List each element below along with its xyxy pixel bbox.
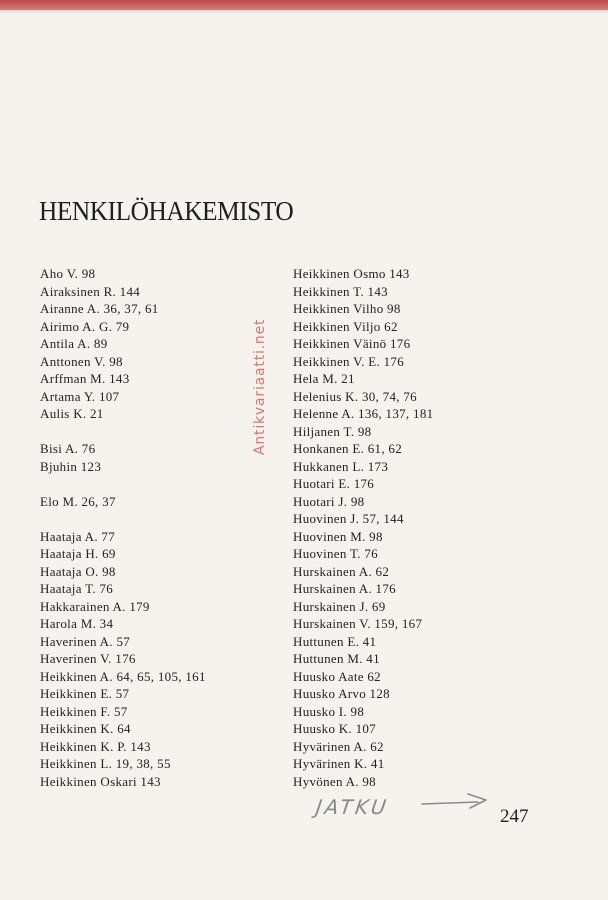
index-entry: Aho V. 98 bbox=[40, 266, 96, 281]
index-entry: Hukkanen L. 173 bbox=[293, 458, 389, 474]
index-entry: Heikkinen T. 143 bbox=[293, 283, 388, 299]
index-entry: Heikkinen L. 19, 38, 55 bbox=[40, 756, 171, 771]
index-entry: Huttunen E. 41 bbox=[293, 633, 377, 649]
index-column-right bbox=[293, 265, 493, 790]
index-entry: Hiljanen T. 98 bbox=[293, 423, 372, 439]
index-entry: Heikkinen V. E. 176 bbox=[293, 353, 405, 369]
index-entry: Airaksinen R. 144 bbox=[40, 283, 141, 299]
index-entry: Huttunen M. 41 bbox=[293, 651, 380, 666]
index-entry: Elo M. 26, 37 bbox=[40, 493, 116, 509]
top-color-band bbox=[0, 0, 608, 10]
index-entry: Heikkinen A. 64, 65, 105, 161 bbox=[40, 668, 206, 684]
index-entry: Hela M. 21 bbox=[293, 371, 355, 386]
index-entry: Haataja A. 77 bbox=[40, 528, 116, 544]
index-entry: Haverinen A. 57 bbox=[40, 633, 131, 649]
index-entry: Artama Y. 107 bbox=[40, 388, 120, 404]
index-entry: Hyvärinen K. 41 bbox=[293, 756, 385, 771]
index-gap bbox=[40, 475, 270, 493]
page-title: HENKILÖHAKEMISTO bbox=[39, 196, 294, 226]
index-entry: Haataja T. 76 bbox=[40, 581, 114, 596]
index-entry: Hurskainen A. 62 bbox=[293, 563, 390, 579]
index-entry: Huovinen T. 76 bbox=[293, 546, 378, 561]
index-entry: Harola M. 34 bbox=[40, 616, 114, 631]
index-gap bbox=[40, 423, 270, 441]
index-entry: Haataja O. 98 bbox=[40, 563, 116, 579]
index-entry: Heikkinen E. 57 bbox=[40, 686, 130, 701]
index-entry: Huotari J. 98 bbox=[293, 493, 365, 509]
index-entry: Huovinen J. 57, 144 bbox=[293, 511, 404, 526]
index-entry: Hurskainen V. 159, 167 bbox=[293, 616, 423, 631]
index-entry: Hyvönen A. 98 bbox=[293, 773, 376, 789]
band-shadow bbox=[0, 10, 608, 14]
page-number: 247 bbox=[500, 806, 529, 827]
index-entry: Helenne A. 136, 137, 181 bbox=[293, 406, 434, 421]
index-entry: Antila A. 89 bbox=[40, 336, 108, 351]
index-column-left bbox=[40, 265, 270, 790]
handwritten-note: JATKU bbox=[314, 795, 391, 819]
handwritten-arrow-icon bbox=[310, 788, 495, 828]
index-entry: Haataja H. 69 bbox=[40, 546, 116, 561]
index-entry: Anttonen V. 98 bbox=[40, 353, 123, 369]
index-entry: Airanne A. 36, 37, 61 bbox=[40, 301, 159, 316]
index-entry: Huusko Aate 62 bbox=[293, 668, 381, 684]
watermark: Antikvariaatti.net bbox=[252, 318, 268, 455]
index-entry: Heikkinen F. 57 bbox=[40, 703, 128, 719]
index-entry: Helenius K. 30, 74, 76 bbox=[293, 388, 417, 404]
index-entry: Heikkinen K. P. 143 bbox=[40, 738, 151, 754]
index-entry: Heikkinen Viljo 62 bbox=[293, 318, 398, 334]
index-entry: Hurskainen J. 69 bbox=[293, 598, 386, 614]
index-entry: Hurskainen A. 176 bbox=[293, 581, 396, 596]
index-entry: Heikkinen Vilho 98 bbox=[293, 301, 401, 316]
index-entry: Heikkinen Osmo 143 bbox=[293, 266, 410, 281]
index-entry: Huusko Arvo 128 bbox=[293, 686, 390, 701]
index-entry: Hakkarainen A. 179 bbox=[40, 598, 150, 614]
index-entry: Heikkinen K. 64 bbox=[40, 721, 131, 736]
index-entry: Bjuhin 123 bbox=[40, 458, 102, 474]
index-entry: Huotari E. 176 bbox=[293, 476, 375, 491]
index-entry: Heikkinen Väinö 176 bbox=[293, 336, 411, 351]
index-entry: Bisi A. 76 bbox=[40, 441, 96, 456]
index-entry: Arffman M. 143 bbox=[40, 371, 130, 386]
index-entry: Huovinen M. 98 bbox=[293, 528, 383, 544]
index-entry: Heikkinen Oskari 143 bbox=[40, 773, 161, 789]
index-entry: Haverinen V. 176 bbox=[40, 651, 136, 666]
index-entry: Aulis K. 21 bbox=[40, 406, 104, 421]
index-entry: Hyvärinen A. 62 bbox=[293, 738, 384, 754]
index-entry: Honkanen E. 61, 62 bbox=[293, 441, 403, 456]
index-entry: Huusko I. 98 bbox=[293, 703, 365, 719]
index-entry: Airimo A. G. 79 bbox=[40, 318, 130, 334]
index-gap bbox=[40, 510, 270, 528]
index-entry: Huusko K. 107 bbox=[293, 721, 376, 736]
